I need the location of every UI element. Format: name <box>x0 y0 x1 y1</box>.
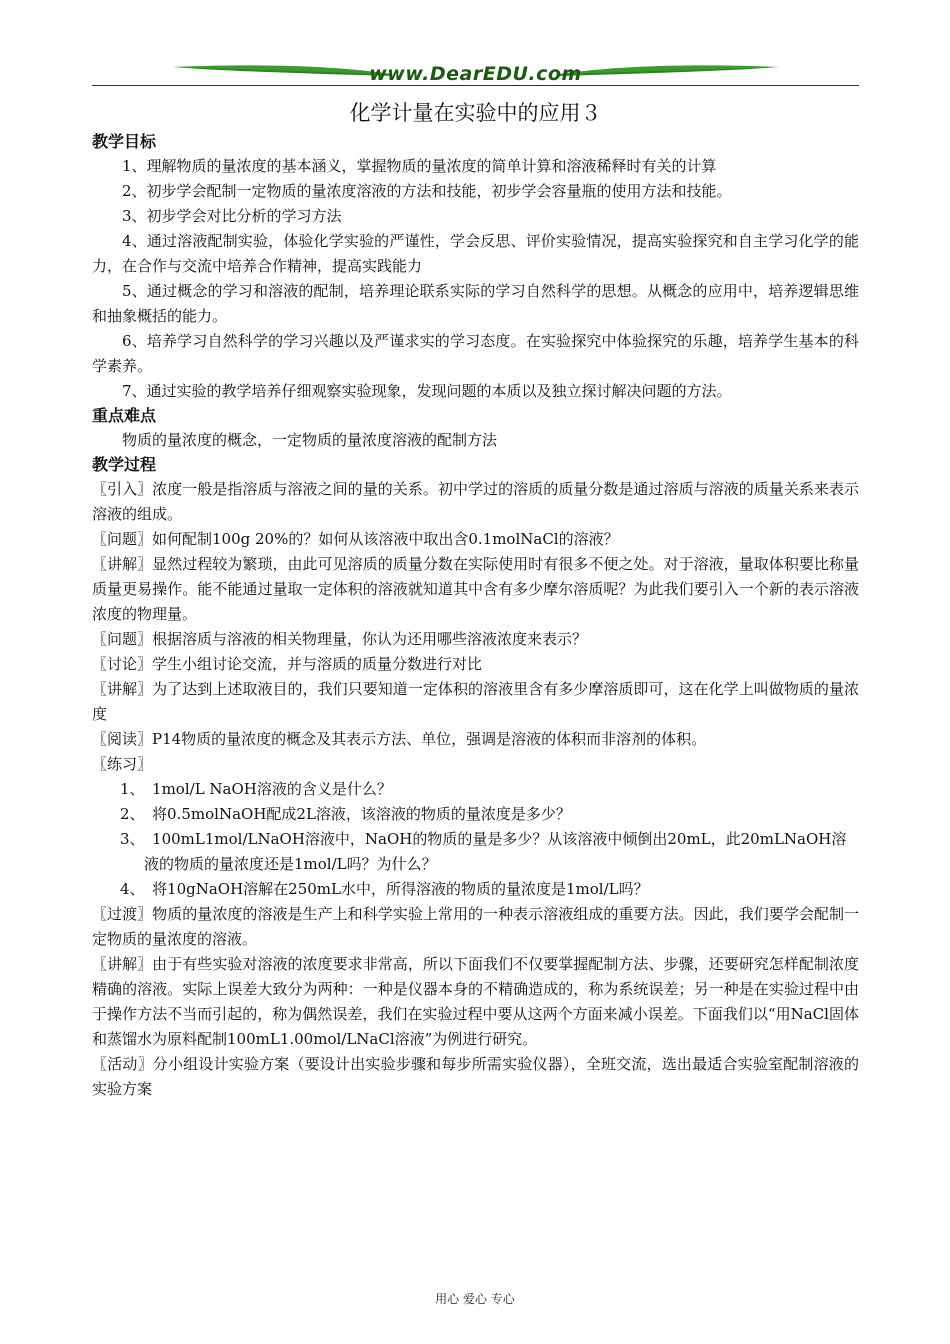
exercise-heading: 〖练习〗 <box>92 755 153 773</box>
exercise-item: 4、 将10gNaOH溶解在250mL水中，所得溶液的物质的量浓度是1mol/L吗？ <box>120 880 649 898</box>
process-paragraph: 〖讲解〗由于有些实验对溶液的浓度要求非常高，所以下面我们不仅要掌握配制方法、步骤，还要研究怎样配制浓度精确的溶液。实际上误差大致分为两种：一种是仪器本身的不精确造成的，称为系统误差；另一种是在实验过程中由于操作方法不当而引起的，称为偶然误差，我们在实验过程中要从这两个方面来减小误差。下面我们以“用NaCl固体和蒸馏水为原料配制100mL1.00mol/LNaCl溶液”为例进行研究。 <box>92 955 859 1048</box>
goal-item: 2、初步学会配制一定物质的量浓度溶液的方法和技能，初步学会容量瓶的使用方法和技能。 <box>122 182 732 200</box>
exercise-item: 2、 将0.5molNaOH配成2L溶液，该溶液的物质的量浓度是多少？ <box>120 805 571 823</box>
goal-item: 6、培养学习自然科学的学习兴趣以及严谨求实的学习态度。在实验探究中体验探究的乐趣，培养学生基本的科学素养。 <box>92 332 859 375</box>
page-footer: 用心 爱心 专心 <box>435 1292 515 1306</box>
process-paragraph: 〖阅读〗P14物质的量浓度的概念及其表示方法、单位，强调是溶液的体积而非溶剂的体积。 <box>92 730 707 748</box>
goal-item: 3、初步学会对比分析的学习方法 <box>122 207 342 225</box>
process-paragraph: 〖讲解〗为了达到上述取液目的，我们只要知道一定体积的溶液里含有多少摩溶质即可，这在化学上叫做物质的量浓度 <box>92 680 859 723</box>
header-rule <box>92 85 859 86</box>
heading-process: 教学过程 <box>92 455 157 474</box>
goal-item: 7、通过实验的教学培养仔细观察实验现象，发现问题的本质以及独立探讨解决问题的方法。 <box>122 382 732 400</box>
process-paragraph: 〖引入〗浓度一般是指溶质与溶液之间的量的关系。初中学过的溶质的质量分数是通过溶质与溶液的质量关系来表示溶液的组成。 <box>92 480 859 523</box>
goal-item: 4、通过溶液配制实验，体验化学实验的严谨性，学会反思、评价实验情况，提高实验探究和自主学习化学的能力，在合作与交流中培养合作精神，提高实践能力 <box>92 232 859 275</box>
goal-item: 5、通过概念的学习和溶液的配制，培养理论联系实际的学习自然科学的思想。从概念的应用中，培养逻辑思维和抽象概括的能力。 <box>92 282 859 325</box>
key-points-text: 物质的量浓度的概念，一定物质的量浓度溶液的配制方法 <box>122 431 498 449</box>
process-paragraph: 〖讲解〗显然过程较为繁琐，由此可见溶质的质量分数在实际使用时有很多不便之处。对于溶液，量取体积要比称量质量更易操作。能不能通过量取一定体积的溶液就知道其中含有多少摩尔溶质呢？为此我们要引入一个新的表示溶液浓度的物理量。 <box>92 555 859 623</box>
process-paragraph: 〖问题〗根据溶质与溶液的相关物理量，你认为还用哪些溶液浓度来表示？ <box>92 630 588 648</box>
exercise-item: 3、 100mL1mol/LNaOH溶液中，NaOH的物质的量是多少？从该溶液中倾倒出20mL，此20mLNaOH溶液的物质的量浓度还是1mol/L吗？为什么？ <box>120 830 847 873</box>
site-logo[interactable]: www.DearEDU.com <box>369 63 582 85</box>
goal-item: 1、理解物质的量浓度的基本涵义，掌握物质的量浓度的简单计算和溶液稀释时有关的计算 <box>122 157 717 175</box>
process-paragraph: 〖过渡〗物质的量浓度的溶液是生产上和科学实验上常用的一种表示溶液组成的重要方法。因此，我们要学会配制一定物质的量浓度的溶液。 <box>92 905 859 948</box>
heading-goals: 教学目标 <box>92 132 157 151</box>
heading-key-points: 重点难点 <box>92 406 157 425</box>
process-paragraph: 〖问题〗如何配制100g 20%的？如何从该溶液中取出含0.1molNaCl的溶液？ <box>92 530 619 548</box>
site-header <box>92 58 859 94</box>
page-title: 化学计量在实验中的应用３ <box>349 101 602 125</box>
process-paragraph: 〖讨论〗学生小组讨论交流，并与溶质的质量分数进行对比 <box>92 655 483 673</box>
exercise-item: 1、 1mol/L NaOH溶液的含义是什么？ <box>120 780 392 798</box>
document-body <box>92 98 859 1102</box>
process-paragraph: 〖活动〗分小组设计实验方案（要设计出实验步骤和每步所需实验仪器），全班交流，选出最适合实验室配制溶液的实验方案 <box>92 1055 859 1098</box>
